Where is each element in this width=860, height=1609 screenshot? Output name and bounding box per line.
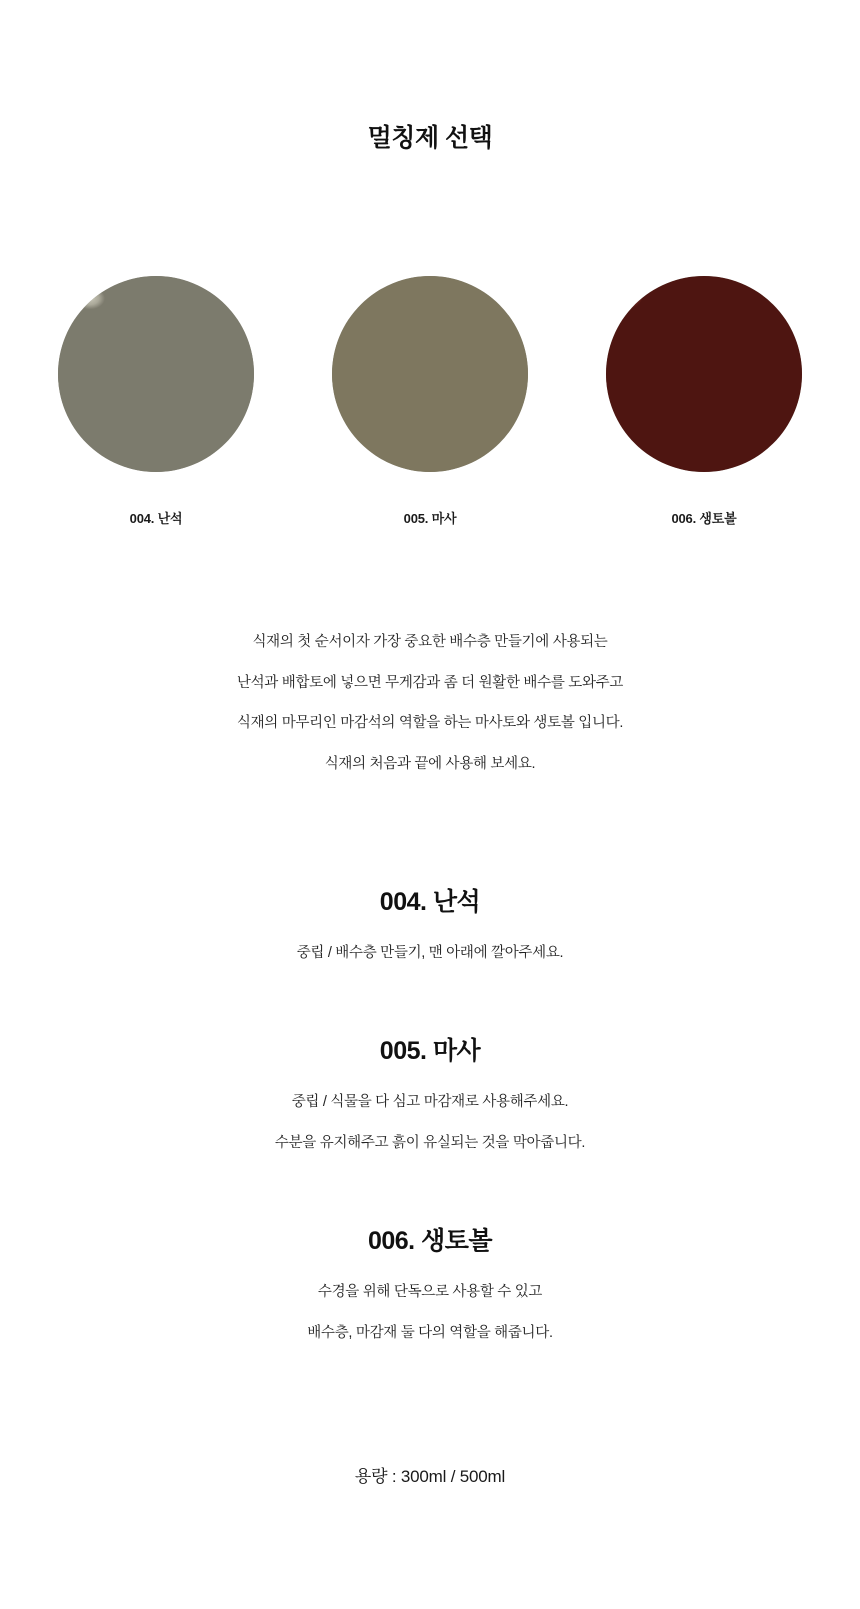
section-line: 중립 / 식물을 다 심고 마감재로 사용해주세요.	[291, 1093, 569, 1110]
intro-line: 식재의 첫 순서이자 가장 중요한 배수층 만들기에 사용되는	[252, 633, 608, 650]
section-heading: 005. 마사	[379, 1036, 481, 1065]
section-line: 수경을 위해 단독으로 사용할 수 있고	[317, 1283, 543, 1300]
intro-line: 식재의 마무리인 마감석의 역할을 하는 마사토와 생토볼 입니다.	[236, 715, 624, 732]
product-item[interactable]	[58, 276, 254, 527]
section-heading: 004. 난석	[379, 888, 481, 917]
page-title: 멀칭제 선택	[367, 123, 493, 152]
section-heading: 006. 생토볼	[367, 1226, 493, 1255]
section-line: 배수층, 마감재 둘 다의 역할을 해줍니다.	[307, 1324, 553, 1341]
volume-info: 용량 : 300ml / 500ml	[354, 1467, 506, 1487]
product-item[interactable]	[606, 276, 802, 527]
product-caption: 004. 난석	[129, 510, 183, 526]
product-caption: 005. 마사	[403, 510, 457, 526]
nanseok-gravel-photo	[58, 276, 254, 472]
saengtobol-clay-ball-photo	[606, 276, 802, 472]
product-sections	[0, 882, 860, 1342]
intro-line: 난석과 배합토에 넣으면 무게감과 좀 더 원활한 배수를 도와주고	[236, 674, 624, 691]
section-masa	[0, 1031, 860, 1153]
section-saengtobol	[0, 1221, 860, 1343]
section-line: 수분을 유지해주고 흙이 유실되는 것을 막아줍니다.	[274, 1134, 586, 1151]
section-line: 중립 / 배수층 만들기, 맨 아래에 깔아주세요.	[296, 945, 564, 962]
intro-line: 식재의 처음과 끝에 사용해 보세요.	[324, 756, 536, 773]
masa-granite-sand-photo	[332, 276, 528, 472]
intro-description	[0, 633, 860, 774]
product-caption: 006. 생토볼	[671, 510, 737, 526]
product-gallery	[0, 276, 860, 527]
section-nanseok	[0, 882, 860, 963]
product-item[interactable]	[332, 276, 528, 527]
